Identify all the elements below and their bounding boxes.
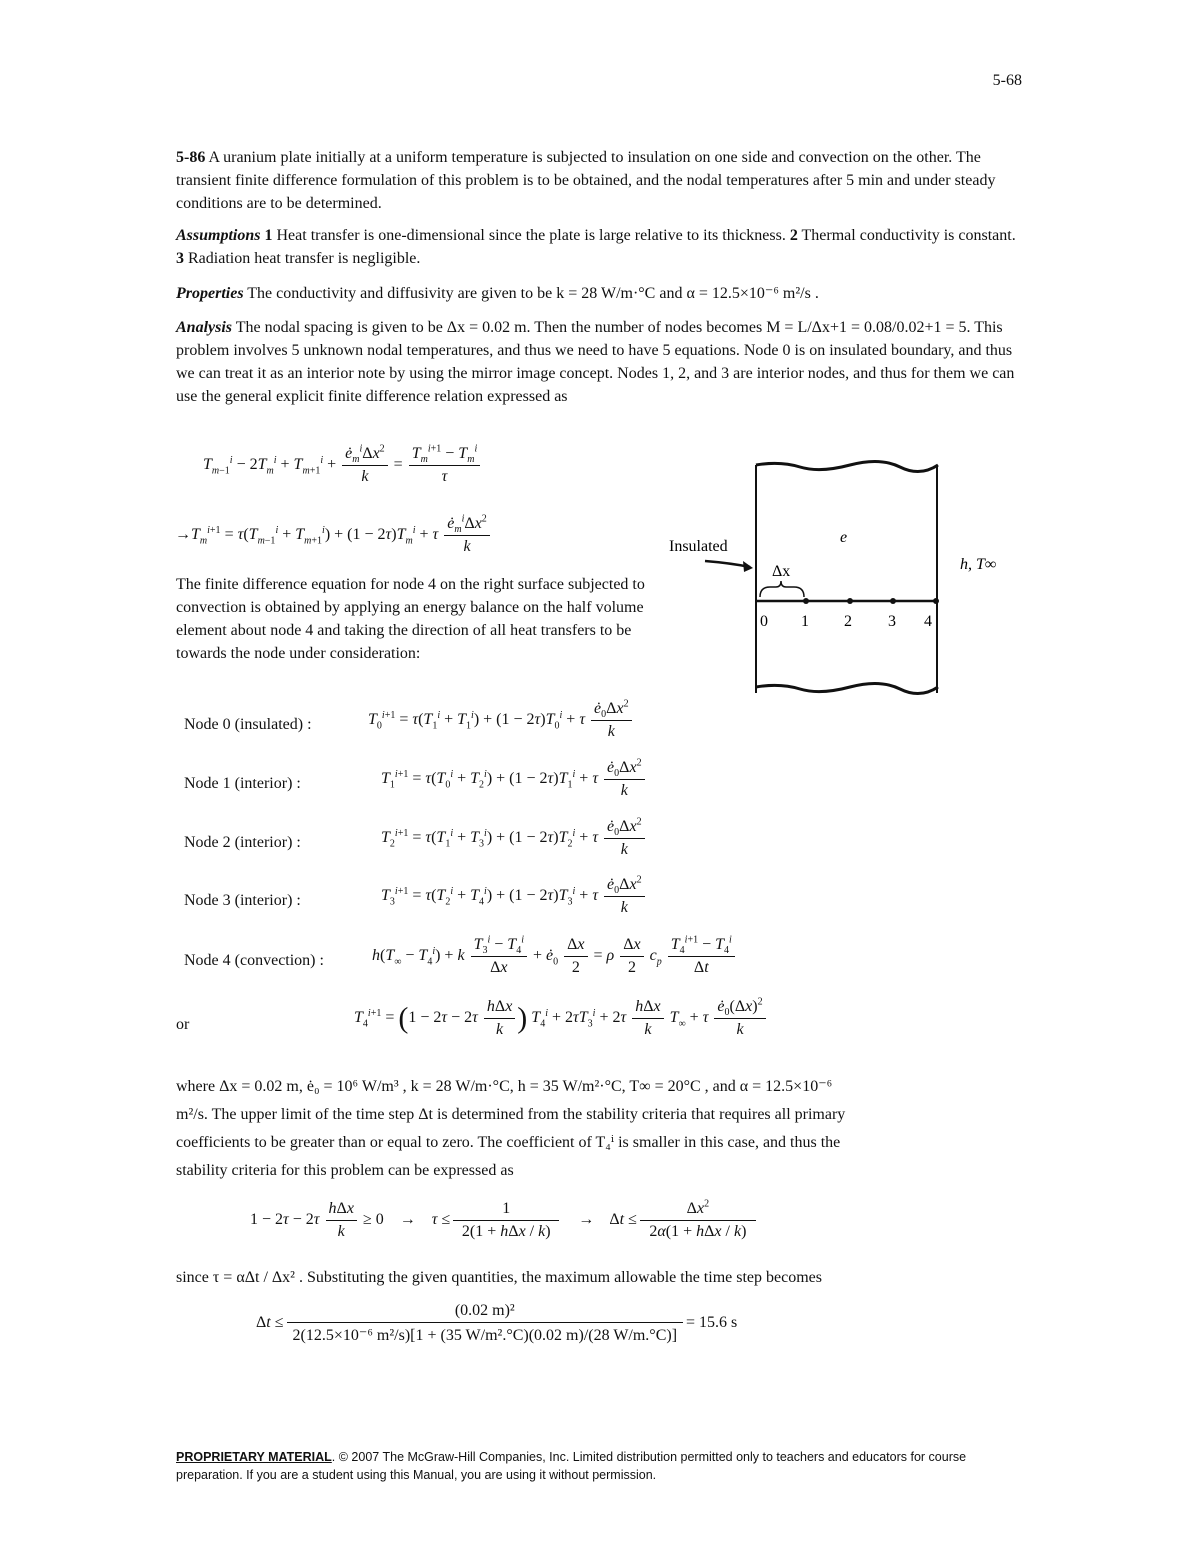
insulated-label: Insulated bbox=[669, 538, 728, 555]
plate-top-edge bbox=[756, 461, 938, 471]
node4-explicit-equation: $T_4^{i+1} = (1 - 2\tau - 2\tau$ $\frac{\text{hΔx}}{k}$ ) $T_4^i + 2\tau T_3^i + 2\tau$ $\frac{\text{hΔx}}{k}$ $T_\infty + \tau$ $\frac{ė_0(\Delta x)^2}{k}$ bbox=[354, 998, 768, 1039]
node0-label: Node 0 (insulated) : bbox=[184, 716, 312, 733]
node-label-3: 3 bbox=[888, 613, 896, 630]
stability-criteria-equation: 1 − 2τ − 2τ $\frac{\text{hΔx}}{k}$ ≥ 0 → τ ≤ $\frac{1}{\text{2(1 + hΔx / k)}}$ → Δt ≤ $\frac{\Delta x^2}{\text{2α(1 + hΔx / k)}}$ bbox=[250, 1200, 755, 1241]
assumptions-label: Assumptions bbox=[176, 227, 261, 244]
node-dot-2 bbox=[847, 598, 853, 604]
plate-diagram bbox=[660, 455, 1040, 705]
properties-paragraph bbox=[176, 282, 1026, 305]
final-numerator: (0.02 m)² bbox=[287, 1302, 684, 1323]
problem-number: 5-86 bbox=[176, 149, 206, 166]
convection-label: h, T∞ bbox=[960, 556, 997, 573]
node-label-4: 4 bbox=[924, 613, 932, 630]
where-line-3: coefficients to be greater than or equal to zero. The coefficient of T₄ⁱ is smaller in this case, and thus the bbox=[176, 1134, 841, 1151]
node4-equation: $h(T_\infty - T_4^i) + k$ $\frac{T_3^i - T_4^i}{\Delta x}$ + $ė_0$ $\frac{\Delta x}{2}$ = ρ $\frac{\Delta x}{2}$ $c_p$ $\frac{T_4^{i+1} - T_4^i}{\Delta t}$ bbox=[372, 936, 737, 977]
footer-text: . © 2007 The McGraw-Hill Companies, Inc. Limited distribution permitted only to teachers and educators for course preparation. If you are a student using this Manual, you are using it without permission. bbox=[176, 1450, 967, 1482]
node2-label: Node 2 (interior) : bbox=[184, 834, 301, 851]
node4-label: Node 4 (convection) : bbox=[184, 952, 324, 969]
analysis-text-b: = 0.08/0.02+1 = 5. This problem involves 5 unknown nodal temperatures, and thus we need to have 5 equations. Node 0 is on insulated boundary, and thus we can treat it as an interior note by using the mirror image concept. Nodes 1, 2, and 3 are interior nodes, and thus for them we can use the general explicit finite difference relation expressed as bbox=[176, 319, 1015, 405]
max-time-step-calculation: Δt ≤ $\frac{\text{(0.02 m)²}}{\text{2(12.5×10⁻⁶ m²/s)[1 + (35 W/m².°C)(0.02 m)/(28 W/m.°C)]}}$ = 15.6 s bbox=[256, 1302, 738, 1344]
where-paragraph bbox=[176, 1073, 1026, 1185]
general-fd-equation: $T_{m-1}^i - 2T_m^i + T_{m+1}^i$ + $\frac{ė_m^i\Delta x^2}{k}$ = $\frac{T_m^{i+1} - T_m^i}{\tau}$ bbox=[203, 445, 482, 486]
explicit-update-equation: $\to T_m^{i+1} = \tau(T_{m-1}^i + T_{m+1}^i) + (1 - 2\tau)T_m^i + \tau$ $\frac{ė_m^i\Delta x^2}{k}$ bbox=[175, 515, 492, 556]
assumption-3: Radiation heat transfer is negligible. bbox=[188, 250, 421, 267]
node-dot-1 bbox=[803, 598, 809, 604]
final-result: = 15.6 s bbox=[686, 1314, 738, 1332]
node-dot-4 bbox=[933, 598, 939, 604]
assumption-2: Thermal conductivity is constant. bbox=[801, 227, 1016, 244]
generation-label: e bbox=[840, 529, 848, 546]
properties-label: Properties bbox=[176, 285, 244, 302]
node1-label: Node 1 (interior) : bbox=[184, 775, 301, 792]
final-denominator: 2(12.5×10⁻⁶ m²/s)[1 + (35 W/m².°C)(0.02 m)/(28 W/m.°C)] bbox=[292, 1327, 678, 1344]
where-line-2: m²/s. The upper limit of the time step Δt is determined from the stability criteria that requires all primary bbox=[176, 1106, 846, 1123]
where-line-4: stability criteria for this problem can be expressed as bbox=[176, 1162, 514, 1179]
assumptions-paragraph bbox=[176, 224, 1026, 270]
analysis-text-a: The nodal spacing is given to be Δx = 0.02 m. Then the number of nodes becomes M = L/Δx+1 bbox=[235, 319, 847, 336]
analysis-label: Analysis bbox=[176, 319, 233, 336]
node3-label: Node 3 (interior) : bbox=[184, 892, 301, 909]
problem-text: A uranium plate initially at a uniform temperature is subjected to insulation on one side and convection on the other. The transient finite difference formulation of this problem is to be obtained, and the nodal temperatures after 5 min and under steady conditions are to be determined. bbox=[176, 149, 996, 212]
proprietary-label: PROPRIETARY MATERIAL bbox=[176, 1450, 332, 1464]
assumption-number-1: 1 bbox=[264, 227, 273, 244]
node-label-1: 1 bbox=[801, 613, 809, 630]
node1-equation: $T_1^{i+1} = \tau(T_0^i + T_2^i) + (1 - 2\tau)T_1^i + \tau$ $\frac{ė_0\Delta x^2}{k}$ bbox=[381, 759, 647, 800]
assumption-1: Heat transfer is one-dimensional since the plate is large relative to its thickness. bbox=[276, 227, 786, 244]
analysis-paragraph bbox=[176, 316, 1026, 408]
insulated-arrow-head bbox=[743, 561, 753, 572]
plate-bottom-edge bbox=[756, 683, 938, 693]
where-line-1: where Δx = 0.02 m, ė₀ = 10⁶ W/m³ , k = 28 W/m·°C, h = 35 W/m²·°C, T∞ = 20°C , and α = 12.5×10⁻⁶ bbox=[176, 1078, 833, 1095]
dx-label: Δx bbox=[772, 563, 791, 580]
footer-notice bbox=[176, 1448, 1026, 1484]
node-dot-3 bbox=[890, 598, 896, 604]
node3-equation: $T_3^{i+1} = \tau(T_2^i + T_4^i) + (1 - 2\tau)T_3^i + \tau$ $\frac{ė_0\Delta x^2}{k}$ bbox=[381, 876, 647, 917]
properties-text: The conductivity and diffusivity are given to be k = 28 W/m·°C and α = 12.5×10⁻⁶ m²/s . bbox=[247, 285, 819, 302]
page-number: 5-68 bbox=[992, 72, 1022, 89]
or-label: or bbox=[176, 1016, 190, 1033]
node-label-2: 2 bbox=[844, 613, 852, 630]
problem-statement bbox=[176, 146, 1026, 215]
since-text: since τ = αΔt / Δx² . Substituting the given quantities, the maximum allowable the time step becomes bbox=[176, 1269, 822, 1286]
node-label-0: 0 bbox=[760, 613, 768, 630]
node0-equation: $T_0^{i+1} = \tau(T_1^i + T_1^i) + (1 - 2\tau)T_0^i + \tau$ $\frac{ė_0\Delta x^2}{k}$ bbox=[368, 700, 634, 741]
node4-intro-text: The finite difference equation for node 4 on the right surface subjected to convection is obtained by applying an energy balance on the half volume element about node 4 and taking the direction of all heat transfers to be towards the node under consideration: bbox=[176, 576, 645, 662]
assumption-number-3: 3 bbox=[176, 250, 184, 267]
node2-equation: $T_2^{i+1} = \tau(T_1^i + T_3^i) + (1 - 2\tau)T_2^i + \tau$ $\frac{ė_0\Delta x^2}{k}$ bbox=[381, 818, 647, 859]
dx-brace bbox=[760, 581, 804, 597]
assumption-number-2: 2 bbox=[789, 227, 798, 244]
